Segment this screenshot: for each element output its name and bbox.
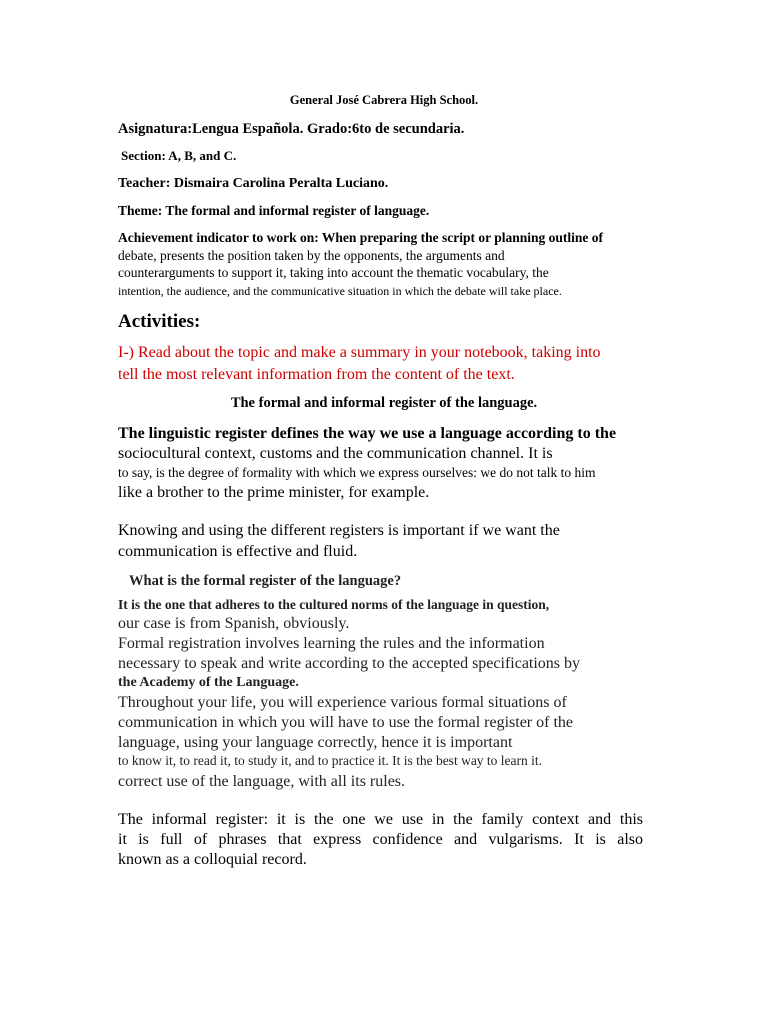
achievement-line-4: intention, the audience, and the communicative situation in which the debate will take place. [118, 284, 562, 298]
achievement-line-3: counterarguments to support it, taking into account the thematic vocabulary, the [118, 265, 549, 280]
para3-line-1: It is the one that adheres to the cultured norms of the language in question, [118, 597, 550, 612]
para3-line-2: our case is from Spanish, obviously. [118, 615, 350, 632]
para1-line-1: The linguistic register defines the way we use a language according to the [118, 425, 617, 442]
instruction-line-2: tell the most relevant information from the content of the text. [118, 366, 515, 383]
activities-heading: Activities: [118, 311, 201, 332]
article-title: The formal and informal register of the language. [230, 395, 538, 411]
para3-line-4: necessary to speak and write according to the accepted specifications by [118, 655, 581, 672]
theme-line: Theme: The formal and informal register of language. [118, 203, 430, 218]
para4-line-2: it is full of phrases that express confidence and vulgarisms. It is also [118, 831, 643, 848]
para3-line-5: the Academy of the Language. [118, 675, 299, 690]
section-line: Section: A, B, and C. [121, 148, 237, 163]
para3-line-6: Throughout your life, you will experience various formal situations of [118, 694, 567, 711]
para2-line-1: Knowing and using the different registers is important if we want the [118, 522, 560, 539]
teacher-line: Teacher: Dismaira Carolina Peralta Luciano. [118, 176, 389, 191]
para3-line-3: Formal registration involves learning the rules and the information [118, 635, 545, 652]
para3-line-9: to know it, to read it, to study it, and to practice it. It is the best way to learn it. [118, 753, 543, 768]
para3-line-8: language, using your language correctly, hence it is important [118, 734, 513, 751]
para2-line-2: communication is effective and fluid. [118, 543, 358, 560]
achievement-line-2: debate, presents the position taken by the opponents, the arguments and [118, 248, 505, 263]
para4-line-1: The informal register: it is the one we use in the family context and this [118, 811, 643, 828]
para1-line-2: sociocultural context, customs and the communication channel. It is [118, 445, 553, 462]
para1-line-4: like a brother to the prime minister, for example. [118, 484, 430, 501]
instruction-line-1: I-) Read about the topic and make a summary in your notebook, taking into [118, 344, 601, 361]
subject-line: Asignatura:Lengua Española. Grado:6to de secundaria. [118, 121, 465, 137]
formal-heading: What is the formal register of the language? [129, 573, 402, 589]
achievement-line-1: Achievement indicator to work on: When preparing the script or planning outline of [118, 230, 604, 245]
para1-line-3: to say, is the degree of formality with which we express ourselves: we do not talk to him [118, 465, 596, 480]
school-name: General José Cabrera High School. [289, 93, 479, 107]
para3-line-7: communication in which you will have to use the formal register of the [118, 714, 573, 731]
para3-line-10: correct use of the language, with all its rules. [118, 773, 406, 790]
para4-line-3: known as a colloquial record. [118, 851, 307, 868]
